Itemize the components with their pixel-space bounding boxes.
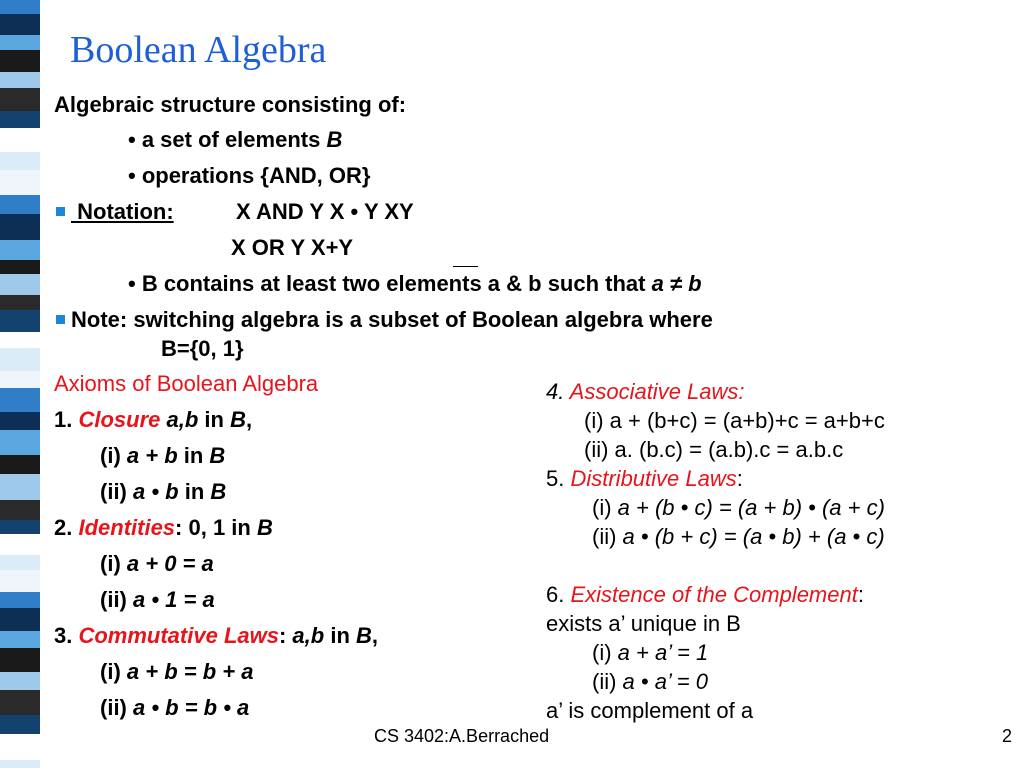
- comm-label: Commutative Laws: [78, 623, 279, 648]
- square-bullet-icon: [56, 315, 65, 324]
- closure-comma: ,: [245, 407, 253, 432]
- ident-i-expr: a + 0 = a: [126, 551, 214, 576]
- stripe-block: [0, 672, 40, 690]
- dist-i-num: (i): [592, 495, 618, 520]
- assoc-label: Associative Laws:: [569, 379, 745, 404]
- stripe-block: [0, 648, 40, 672]
- stripe-block: [0, 274, 40, 295]
- assoc-num: 4.: [546, 379, 570, 404]
- stripe-block: [0, 570, 40, 592]
- bullet-ops: • operations {AND, OR}: [128, 163, 371, 188]
- stripe-block: [0, 72, 40, 88]
- notation-row: [56, 199, 174, 225]
- stripe-block: [0, 534, 40, 555]
- ident-i-num: (i): [100, 551, 127, 576]
- dist-label: Distributive Laws: [570, 466, 737, 491]
- closure-ii-set: B: [210, 479, 227, 504]
- assoc-i: (i) a + (b+c) = (a+b)+c = a+b+c: [584, 408, 885, 433]
- bullet-set-text: • a set of elements: [128, 127, 327, 152]
- stripe-block: [0, 348, 40, 371]
- stripe-block: [0, 455, 40, 474]
- stripe-block: [0, 310, 40, 332]
- stripe-block: [0, 88, 40, 111]
- closure-ii-num: (ii): [100, 479, 133, 504]
- closure-row: [54, 407, 252, 433]
- closure-vars: a,b: [160, 407, 199, 432]
- stripe-block: [0, 608, 40, 631]
- dist-ii-expr: a • (b + c) = (a • b) + (a • c): [622, 524, 885, 549]
- comm-ii-num: (ii): [100, 695, 133, 720]
- stripe-block: [0, 170, 40, 195]
- comm-comma: ,: [371, 623, 379, 648]
- stripe-block: [0, 592, 40, 608]
- comm-i: [100, 659, 253, 685]
- ident-rest: : 0, 1 in: [175, 515, 257, 540]
- stripe-block: [0, 0, 40, 14]
- closure-i-in: in: [177, 443, 210, 468]
- stripe-block: [0, 240, 40, 260]
- bullet-set: [128, 127, 342, 153]
- stripe-block: [0, 412, 40, 430]
- closure-ii: [100, 479, 226, 505]
- intro-line: Algebraic structure consisting of:: [54, 92, 407, 117]
- comp-label: Existence of the Complement: [570, 582, 858, 607]
- stripe-block: [0, 260, 40, 274]
- notation-or: X OR Y X+Y: [231, 235, 354, 260]
- stripe-block: [0, 430, 40, 455]
- ident-i: [100, 551, 214, 577]
- comp-i-expr: a + a’ = 1: [617, 640, 709, 665]
- assoc-ii: (ii) a. (b.c) = (a.b).c = a.b.c: [584, 437, 844, 462]
- comm-set: B: [356, 623, 372, 648]
- stripe-block: [0, 760, 40, 768]
- square-bullet-icon: [56, 207, 65, 216]
- comp-ii-expr: a • a’ = 0: [622, 669, 708, 694]
- page-number: 2: [1002, 726, 1013, 746]
- comm-num: 3.: [54, 623, 79, 648]
- footer-course: CS 3402:A.Berrached: [374, 726, 550, 746]
- axioms-heading: Axioms of Boolean Algebra: [54, 371, 319, 396]
- comm-ii: [100, 695, 249, 721]
- comm-in: in: [324, 623, 356, 648]
- notation-and: X AND Y X • Y XY: [236, 199, 414, 224]
- closure-i-expr: a + b: [126, 443, 178, 468]
- closure-i-set: B: [209, 443, 226, 468]
- dist-row: [546, 466, 743, 492]
- stripe-block: [0, 474, 40, 500]
- ident-num: 2.: [54, 515, 79, 540]
- bullet-contains: [128, 271, 702, 297]
- comm-vars: a,b: [292, 623, 325, 648]
- dist-num: 5.: [546, 466, 571, 491]
- stripe-block: [0, 715, 40, 734]
- contains-text: • B contains at least two elements a & b such that: [128, 271, 652, 296]
- stripe-block: [0, 128, 40, 152]
- contains-expr: a ≠ b: [651, 271, 702, 296]
- stripe-block: [0, 690, 40, 715]
- stripe-block: [0, 214, 40, 240]
- note-line2: B={0, 1}: [161, 336, 244, 361]
- dist-colon: :: [736, 466, 743, 491]
- closure-label: Closure: [78, 407, 161, 432]
- comp-ii: [592, 669, 708, 695]
- stripe-block: [0, 500, 40, 520]
- stripe-block: [0, 195, 40, 214]
- closure-num: 1.: [54, 407, 79, 432]
- stripe-block: [0, 152, 40, 170]
- stripe-block: [0, 35, 40, 50]
- notation-label: Notation:: [71, 199, 174, 224]
- stripe-block: [0, 295, 40, 310]
- note-row: [56, 307, 713, 333]
- stripe-block: [0, 50, 40, 72]
- stripe-block: [0, 371, 40, 388]
- ident-ii-num: (ii): [100, 587, 133, 612]
- complement-overbar: [453, 266, 478, 267]
- ident-label: Identities: [78, 515, 176, 540]
- comp-i-num: (i): [592, 640, 618, 665]
- dist-i-expr: a + (b • c) = (a + b) • (a + c): [617, 495, 885, 520]
- commutative-row: [54, 623, 378, 649]
- identities-row: [54, 515, 273, 541]
- stripe-block: [0, 111, 40, 128]
- closure-i: [100, 443, 225, 469]
- comm-colon: :: [278, 623, 293, 648]
- comp-num: 6.: [546, 582, 571, 607]
- ident-ii: [100, 587, 215, 613]
- stripe-block: [0, 520, 40, 534]
- dist-i: [592, 495, 885, 521]
- comm-ii-expr: a • b = b • a: [133, 695, 250, 720]
- closure-i-num: (i): [100, 443, 127, 468]
- comp-ii-num: (ii): [592, 669, 623, 694]
- assoc-row: [546, 379, 745, 405]
- slide-title: Boolean Algebra: [70, 29, 327, 71]
- stripe-block: [0, 14, 40, 35]
- decorative-stripe: [0, 0, 40, 768]
- comp-last: a’ is complement of a: [546, 698, 754, 723]
- complement-row: [546, 582, 864, 608]
- comp-line: exists a’ unique in B: [546, 611, 741, 636]
- dist-ii-num: (ii): [592, 524, 623, 549]
- comp-colon: :: [857, 582, 864, 607]
- closure-in: in: [198, 407, 231, 432]
- closure-set: B: [230, 407, 246, 432]
- ident-set: B: [256, 515, 273, 540]
- dist-ii: [592, 524, 885, 550]
- stripe-block: [0, 555, 40, 570]
- bullet-set-var: B: [326, 127, 343, 152]
- comp-i: [592, 640, 708, 666]
- closure-ii-expr: a • b: [133, 479, 179, 504]
- comm-i-expr: a + b = b + a: [126, 659, 254, 684]
- comm-i-num: (i): [100, 659, 127, 684]
- stripe-block: [0, 388, 40, 412]
- stripe-block: [0, 631, 40, 648]
- ident-ii-expr: a • 1 = a: [133, 587, 215, 612]
- stripe-block: [0, 332, 40, 348]
- note-line1: Note: switching algebra is a subset of Boolean algebra where: [71, 307, 713, 332]
- stripe-block: [0, 734, 40, 760]
- closure-ii-in: in: [178, 479, 211, 504]
